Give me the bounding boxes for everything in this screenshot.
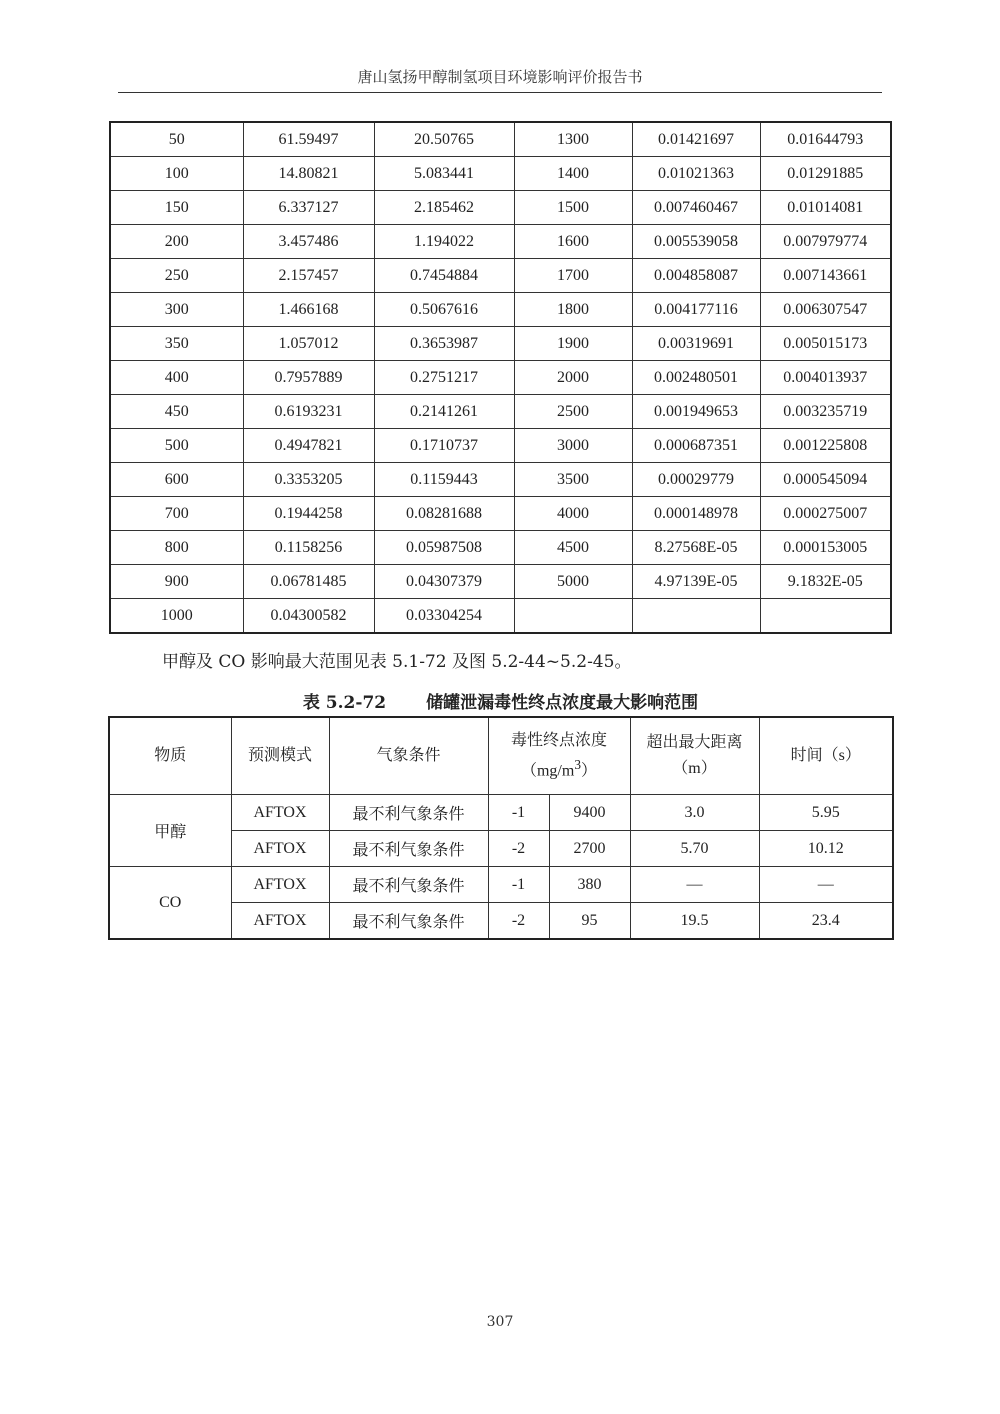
substance-cell: 甲醇 — [109, 795, 231, 867]
table-cell: 0.6193231 — [243, 395, 374, 429]
table-cell — [760, 599, 891, 634]
table-cell: 3500 — [514, 463, 632, 497]
time-cell: 10.12 — [759, 831, 893, 867]
table-cell: 0.007143661 — [760, 259, 891, 293]
table-cell: 700 — [110, 497, 243, 531]
table-cell: 5000 — [514, 565, 632, 599]
page-header: 唐山氢扬甲醇制氢项目环境影响评价报告书 — [357, 68, 643, 86]
table-cell: 1.466168 — [243, 293, 374, 327]
table-cell: 900 — [110, 565, 243, 599]
table-cell: 4.97139E-05 — [632, 565, 760, 599]
level-cell: -1 — [488, 795, 549, 831]
table-cell: 250 — [110, 259, 243, 293]
header-time: 时间（s） — [759, 717, 893, 795]
header-distance — [630, 717, 759, 795]
table-cell: 100 — [110, 157, 243, 191]
table-cell: 800 — [110, 531, 243, 565]
header-toxic-label: 毒性终点浓度 — [511, 732, 608, 750]
table-cell: 14.80821 — [243, 157, 374, 191]
table-cell: 1600 — [514, 225, 632, 259]
table-cell: 2.185462 — [374, 191, 514, 225]
header-toxic-unit: （mg/m — [520, 762, 575, 780]
weather-cell: 最不利气象条件 — [329, 831, 488, 867]
table-cell: 0.000545094 — [760, 463, 891, 497]
table-cell: 0.007979774 — [760, 225, 891, 259]
table-row — [110, 259, 891, 293]
model-cell: AFTOX — [231, 867, 329, 903]
table-cell: 1000 — [110, 599, 243, 634]
table-row — [110, 293, 891, 327]
concentration-data-table — [109, 121, 892, 634]
table-cell: 4000 — [514, 497, 632, 531]
table-cell: 0.001949653 — [632, 395, 760, 429]
table-cell: 0.4947821 — [243, 429, 374, 463]
header-model: 预测模式 — [231, 717, 329, 795]
table-cell: 0.005015173 — [760, 327, 891, 361]
table-cell: 0.1158256 — [243, 531, 374, 565]
table-cell: 500 — [110, 429, 243, 463]
table-cell: 0.2141261 — [374, 395, 514, 429]
table-cell: 0.01291885 — [760, 157, 891, 191]
model-cell: AFTOX — [231, 903, 329, 940]
table-cell: 5.083441 — [374, 157, 514, 191]
table-row — [110, 599, 891, 634]
table-cell: 600 — [110, 463, 243, 497]
table-cell: 0.004177116 — [632, 293, 760, 327]
table-row — [109, 867, 893, 903]
table-cell: 0.004858087 — [632, 259, 760, 293]
table-cell: 1300 — [514, 122, 632, 157]
table-row — [110, 531, 891, 565]
page-number: 307 — [486, 1314, 514, 1330]
level-cell: -2 — [488, 831, 549, 867]
value-cell: 95 — [549, 903, 630, 940]
header-rule — [118, 92, 882, 93]
table-cell: 8.27568E-05 — [632, 531, 760, 565]
table-caption-title: 储罐泄漏毒性终点浓度最大影响范围 — [426, 693, 699, 713]
substance-cell: CO — [109, 867, 231, 940]
table-cell: 0.01014081 — [760, 191, 891, 225]
table-cell: 0.1944258 — [243, 497, 374, 531]
table-row — [110, 157, 891, 191]
impact-range-table — [108, 716, 894, 940]
table-cell: 1700 — [514, 259, 632, 293]
table-cell: 0.1159443 — [374, 463, 514, 497]
table-cell: 0.08281688 — [374, 497, 514, 531]
table-row — [110, 225, 891, 259]
table-cell: 0.006307547 — [760, 293, 891, 327]
weather-cell: 最不利气象条件 — [329, 903, 488, 940]
table-cell — [514, 599, 632, 634]
table-caption — [108, 688, 893, 713]
table-cell: 1900 — [514, 327, 632, 361]
distance-cell: 5.70 — [630, 831, 759, 867]
time-cell: 23.4 — [759, 903, 893, 940]
table-cell: 1.057012 — [243, 327, 374, 361]
table-cell: 2.157457 — [243, 259, 374, 293]
table-cell: 0.001225808 — [760, 429, 891, 463]
header-weather: 气象条件 — [329, 717, 488, 795]
table-cell: 0.000153005 — [760, 531, 891, 565]
table-cell: 0.03304254 — [374, 599, 514, 634]
table-row — [110, 361, 891, 395]
header-toxic-unit-close: ） — [581, 762, 598, 780]
table-cell: 0.3653987 — [374, 327, 514, 361]
table-cell: 20.50765 — [374, 122, 514, 157]
table-cell: 0.7957889 — [243, 361, 374, 395]
table-cell: 3000 — [514, 429, 632, 463]
table-cell: 4500 — [514, 531, 632, 565]
table-cell: 0.05987508 — [374, 531, 514, 565]
table-cell: 0.002480501 — [632, 361, 760, 395]
table-cell: 0.5067616 — [374, 293, 514, 327]
table-cell: 0.1710737 — [374, 429, 514, 463]
table-cell: 1.194022 — [374, 225, 514, 259]
table-cell: 1500 — [514, 191, 632, 225]
table-row — [110, 191, 891, 225]
table-cell: 0.000148978 — [632, 497, 760, 531]
table-cell: 50 — [110, 122, 243, 157]
value-cell: 2700 — [549, 831, 630, 867]
table-cell: 0.06781485 — [243, 565, 374, 599]
table-cell: 300 — [110, 293, 243, 327]
table-cell: 3.457486 — [243, 225, 374, 259]
time-cell: — — [759, 867, 893, 903]
header-substance: 物质 — [109, 717, 231, 795]
table-cell: 0.004013937 — [760, 361, 891, 395]
distance-cell: 19.5 — [630, 903, 759, 940]
level-cell: -1 — [488, 867, 549, 903]
distance-cell: 3.0 — [630, 795, 759, 831]
table-row — [110, 122, 891, 157]
model-cell: AFTOX — [231, 795, 329, 831]
table-cell: 1800 — [514, 293, 632, 327]
table-cell: 0.00029779 — [632, 463, 760, 497]
table-cell: 2500 — [514, 395, 632, 429]
distance-cell: — — [630, 867, 759, 903]
table-cell: 0.01421697 — [632, 122, 760, 157]
table-cell: 6.337127 — [243, 191, 374, 225]
table-cell: 0.007460467 — [632, 191, 760, 225]
table-cell: 400 — [110, 361, 243, 395]
table-cell: 0.7454884 — [374, 259, 514, 293]
table-cell: 0.04307379 — [374, 565, 514, 599]
weather-cell: 最不利气象条件 — [329, 867, 488, 903]
body-paragraph: 甲醇及 CO 影响最大范围见表 5.1-72 及图 5.2-44~5.2-45。 — [162, 652, 632, 672]
table-cell: 9.1832E-05 — [760, 565, 891, 599]
header-distance-unit: （m） — [672, 760, 717, 777]
table-row — [110, 497, 891, 531]
table-cell: 0.01644793 — [760, 122, 891, 157]
table-cell: 0.3353205 — [243, 463, 374, 497]
table-cell: 0.000275007 — [760, 497, 891, 531]
table-row — [110, 395, 891, 429]
table-row — [109, 795, 893, 831]
table-cell: 0.005539058 — [632, 225, 760, 259]
header-toxic-endpoint — [488, 717, 630, 795]
table-cell: 1400 — [514, 157, 632, 191]
table-cell: 0.00319691 — [632, 327, 760, 361]
table-cell: 0.2751217 — [374, 361, 514, 395]
value-cell: 9400 — [549, 795, 630, 831]
value-cell: 380 — [549, 867, 630, 903]
header-row — [109, 717, 893, 795]
table-cell: 200 — [110, 225, 243, 259]
table-cell: 0.01021363 — [632, 157, 760, 191]
model-cell: AFTOX — [231, 831, 329, 867]
table-cell: 61.59497 — [243, 122, 374, 157]
time-cell: 5.95 — [759, 795, 893, 831]
level-cell: -2 — [488, 903, 549, 940]
table-row — [110, 565, 891, 599]
table-cell: 0.000687351 — [632, 429, 760, 463]
table-caption-number: 表 5.2-72 — [302, 693, 387, 713]
table-cell: 350 — [110, 327, 243, 361]
header-distance-label: 超出最大距离 — [646, 734, 743, 752]
weather-cell: 最不利气象条件 — [329, 795, 488, 831]
table-row — [110, 429, 891, 463]
table-row — [110, 463, 891, 497]
table-cell: 450 — [110, 395, 243, 429]
table-cell: 0.04300582 — [243, 599, 374, 634]
table-cell — [632, 599, 760, 634]
table-cell: 2000 — [514, 361, 632, 395]
header-toxic-unit-sup: 3 — [574, 756, 581, 772]
table-cell: 0.003235719 — [760, 395, 891, 429]
table-cell: 150 — [110, 191, 243, 225]
table-row — [110, 327, 891, 361]
